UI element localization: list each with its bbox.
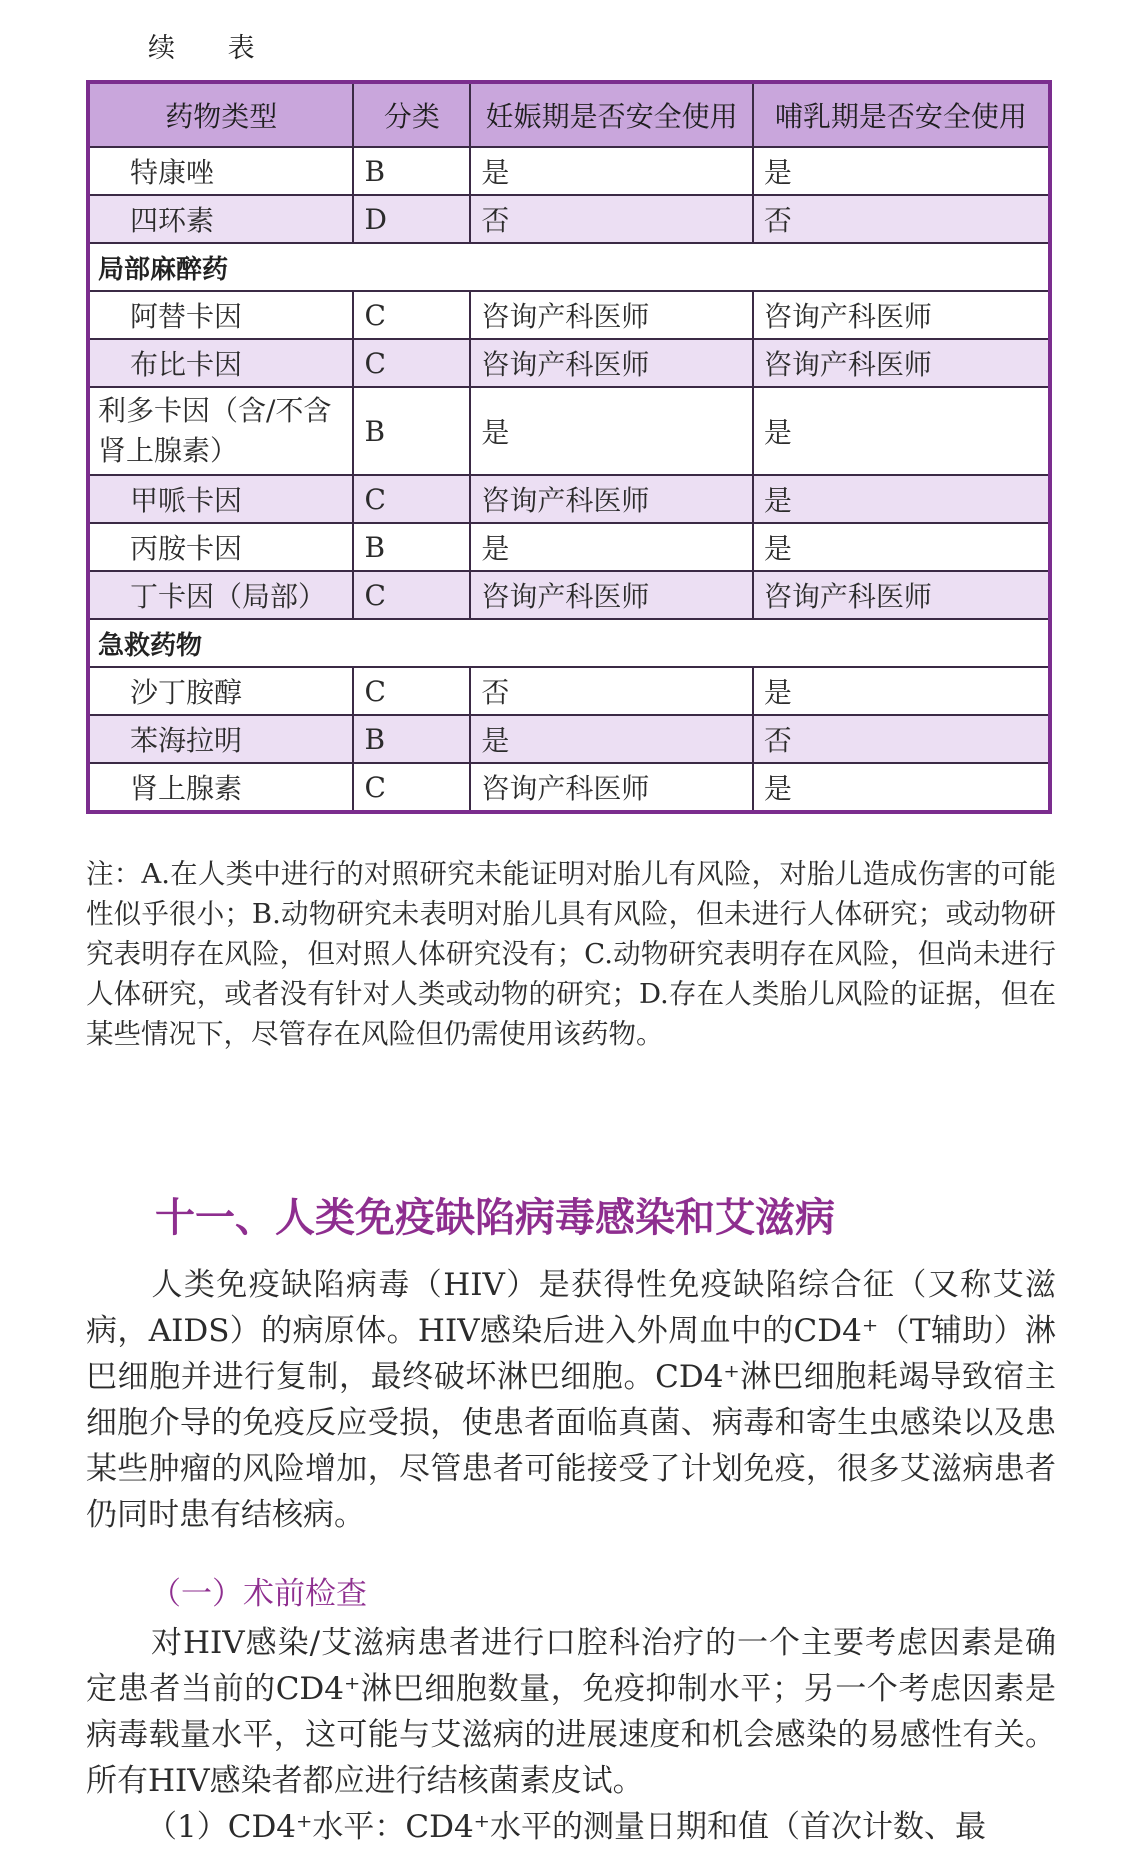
category-cell: B [353,715,470,763]
table-row [88,147,1050,195]
cd4-paragraph-text: （1）CD4⁺水平：CD4⁺水平的测量日期和值（首次计数、最 [146,1809,987,1845]
pregnancy-cell: 咨询产科医师 [470,475,753,523]
pregnancy-cell: 咨询产科医师 [470,571,753,619]
table-row [88,475,1050,523]
lactation-cell: 是 [753,147,1050,195]
table-row [88,195,1050,243]
lactation-cell: 咨询产科医师 [753,571,1050,619]
category-cell: C [353,339,470,387]
table-body [88,147,1050,812]
table-section-row [88,243,1050,291]
section-heading: 十一、人类免疫缺陷病毒感染和艾滋病 [155,1194,835,1241]
lactation-cell: 咨询产科医师 [753,339,1050,387]
lactation-cell: 是 [753,523,1050,571]
cd4-paragraph [86,1804,1056,1850]
table-row [88,339,1050,387]
preop-paragraph-text: 对HIV感染/艾滋病患者进行口腔科治疗的一个主要考虑因素是确定患者当前的CD4⁺淋巴细胞数量，免疫抑制水平；另一个考虑因素是病毒载量水平，这可能与艾滋病的进展速度和机会感染的易感性有关。所有HIV感染者都应进行结核菌素皮试。 [86,1625,1056,1799]
section-label: 急救药物 [88,619,1050,667]
category-cell: C [353,475,470,523]
pregnancy-cell: 否 [470,667,753,715]
drug-cell: 阿替卡因 [88,291,353,339]
drug-cell: 沙丁胺醇 [88,667,353,715]
table-row [88,571,1050,619]
table-row [88,523,1050,571]
pregnancy-cell: 是 [470,387,753,475]
pregnancy-cell: 是 [470,523,753,571]
category-cell: D [353,195,470,243]
drug-cell: 特康唑 [88,147,353,195]
pregnancy-cell: 咨询产科医师 [470,763,753,812]
table-note: 注：A.在人类中进行的对照研究未能证明对胎儿有风险，对胎儿造成伤害的可能性似乎很小；B.动物研究未表明对胎儿具有风险，但未进行人体研究；或动物研究表明存在风险，但对照人体研究没有；C.动物研究表明存在风险，但尚未进行人体研究，或者没有针对人类或动物的研究；D.存在人类胎儿风险的证据，但在某些情况下，尽管存在风险但仍需使用该药物。 [86,858,1056,1050]
table-row [88,715,1050,763]
header-lactation: 哺乳期是否安全使用 [753,82,1050,147]
category-cell: C [353,763,470,812]
table-section-row [88,619,1050,667]
drug-cell: 丁卡因（局部） [88,571,353,619]
intro-paragraph [86,1262,1056,1538]
continued-label: 续 表 [148,33,277,64]
section-label: 局部麻醉药 [88,243,1050,291]
table-row [88,667,1050,715]
drug-cell: 甲哌卡因 [88,475,353,523]
subsection-heading: （一）术前检查 [150,1576,367,1612]
drug-cell: 四环素 [88,195,353,243]
drug-safety-table-wrapper [86,80,1052,814]
pregnancy-cell: 否 [470,195,753,243]
category-cell: C [353,291,470,339]
table-row [88,291,1050,339]
lactation-cell: 否 [753,195,1050,243]
lactation-cell: 是 [753,387,1050,475]
header-category: 分类 [353,82,470,147]
pregnancy-cell: 是 [470,147,753,195]
pregnancy-cell: 咨询产科医师 [470,291,753,339]
header-drug-type: 药物类型 [88,82,353,147]
drug-cell: 苯海拉明 [88,715,353,763]
table-header-row [88,82,1050,147]
drug-cell: 利多卡因（含/不含肾上腺素） [88,387,353,475]
intro-paragraph-text: 人类免疫缺陷病毒（HIV）是获得性免疫缺陷综合征（又称艾滋病，AIDS）的病原体。HIV感染后进入外周血中的CD4⁺（T辅助）淋巴细胞并进行复制，最终破坏淋巴细胞。CD4⁺淋巴细胞耗竭导致宿主细胞介导的免疫反应受损，使患者面临真菌、病毒和寄生虫感染以及患某些肿瘤的风险增加，尽管患者可能接受了计划免疫，很多艾滋病患者仍同时患有结核病。 [86,1267,1056,1533]
drug-safety-table [86,80,1052,814]
lactation-cell: 咨询产科医师 [753,291,1050,339]
drug-cell: 布比卡因 [88,339,353,387]
category-cell: C [353,667,470,715]
lactation-cell: 否 [753,715,1050,763]
table-row [88,763,1050,812]
drug-cell: 丙胺卡因 [88,523,353,571]
category-cell: B [353,387,470,475]
pregnancy-cell: 咨询产科医师 [470,339,753,387]
lactation-cell: 是 [753,475,1050,523]
header-pregnancy: 妊娠期是否安全使用 [470,82,753,147]
category-cell: B [353,147,470,195]
pregnancy-cell: 是 [470,715,753,763]
table-row [88,387,1050,475]
drug-cell: 肾上腺素 [88,763,353,812]
category-cell: C [353,571,470,619]
lactation-cell: 是 [753,763,1050,812]
preop-paragraph [86,1620,1056,1804]
lactation-cell: 是 [753,667,1050,715]
category-cell: B [353,523,470,571]
